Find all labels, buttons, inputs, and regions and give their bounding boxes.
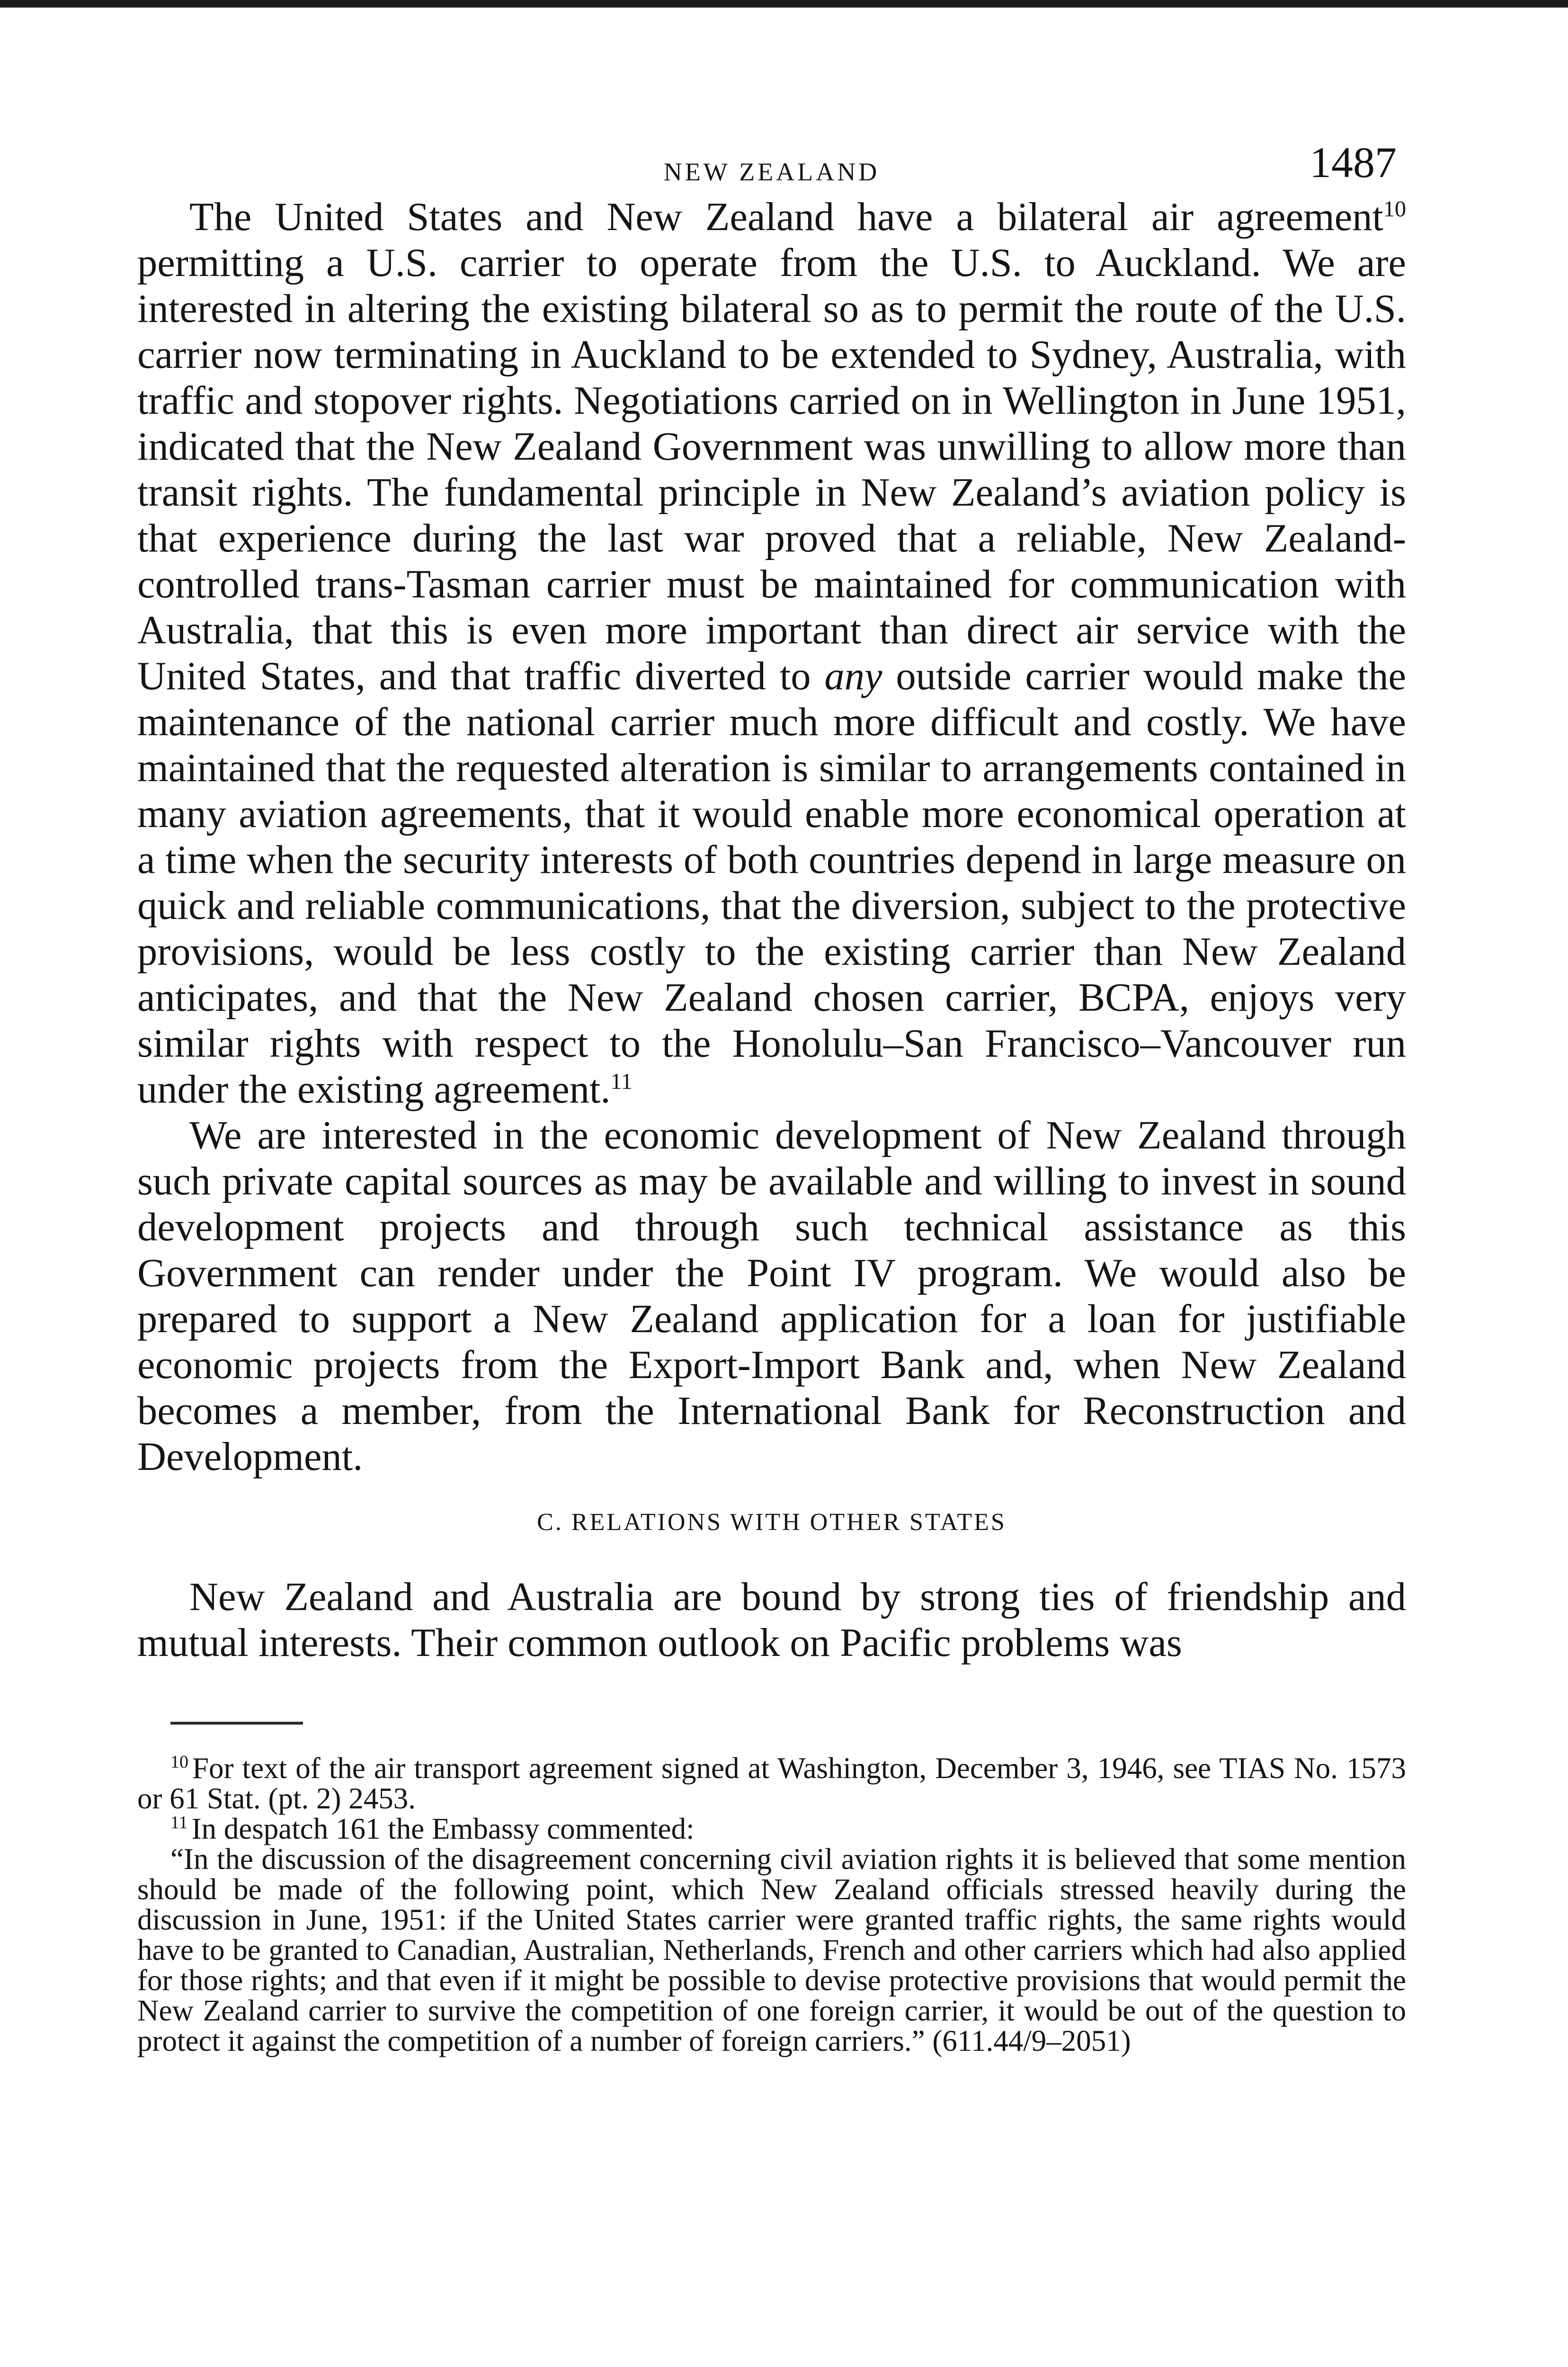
paragraph-text: outside carrier would make the maintenance of the national carrier much more difficult and costly. We have maintained that the requested alteration is similar to arrangements contained in many aviation agreements, that it would enable more economical operation at a time when the security interests of both countries depend in large measure on quick and reliable communications, that the diversion, subject to the protective provisions, would be less costly to the existing carrier than New Zealand anticipates, and that the New Zealand chosen carrier, BCPA, enjoys very similar rights with respect to the Honolulu–San Francisco–Vancouver run under the existing agreement. — [137, 654, 1406, 1112]
paragraph-relations: New Zealand and Australia are bound by strong ties of friendship and mutual interests. Their common outlook on Pacific problems was — [137, 1575, 1406, 1665]
paragraph-economic-development: We are interested in the economic development of New Zealand through such private capital sources as may be available and willing to invest in sound development projects and through such technical assistance as this Government can render under the Point IV program. We would also be prepared to support a New Zealand application for a loan for justifiable economic projects from the Export-Import Bank and, when New Zealand becomes a member, from the International Bank for Reconstruction and Development. — [137, 1113, 1406, 1479]
footnote-number: 11 — [170, 1813, 188, 1833]
emphasis-text: any — [824, 654, 882, 698]
running-title: NEW ZEALAND — [663, 158, 880, 186]
paragraph-text: The United States and New Zealand have a bilateral air agreement — [189, 195, 1383, 239]
footnote-text: For text of the air transport agreement signed at Washington, December 3, 1946, see TIAS No. 1573 or 61 Stat. (pt. 2) 2453. — [137, 1752, 1406, 1815]
section-heading: C. RELATIONS WITH OTHER STATES — [537, 1509, 1007, 1536]
document-page — [137, 137, 1406, 2056]
top-border-rule — [0, 0, 1568, 8]
footnote-reference-10: 10 — [1383, 196, 1406, 222]
footnote-number: 10 — [170, 1752, 188, 1772]
footnote-divider — [170, 1722, 303, 1725]
footnote-11-quote: “In the discussion of the disagreement concerning civil aviation rights it is believed that some mention should be made of the following point, which New Zealand officials stressed heavily during the discussion in June, 1951: if the United States carrier were granted traffic rights, the same rights would have to be granted to Canadian, Australian, Netherlands, French and other carriers which had also applied for those rights; and that even if it might be possible to devise protective provisions that would permit the New Zealand carrier to survive the competition of one foreign carrier, it would be out of the question to protect it against the competition of a number of foreign carriers.” (611.44/9–2051) — [137, 1842, 1406, 2057]
paragraph-air-agreement — [137, 194, 1406, 1112]
footnote-10 — [137, 1753, 1406, 1814]
running-head — [137, 137, 1406, 194]
footnote-11 — [137, 1814, 1406, 1844]
footnote-reference-11: 11 — [610, 1068, 633, 1094]
footnote-text: In despatch 161 the Embassy commented: — [191, 1812, 695, 1845]
page-number: 1487 — [1310, 138, 1397, 187]
paragraph-text: permitting a U.S. carrier to operate from the U.S. to Auckland. We are interested in altering the existing bilateral so as to permit the route of the U.S. carrier now terminating in Auckland to be extended to Sydney, Australia, with traffic and stopover rights. Negotiations carried on in Wellington in June 1951, indicated that the New Zealand Government was unwilling to allow more than transit rights. The fundamental principle in New Zealand’s aviation policy is that experience during the last war proved that a reliable, New Zealand-controlled trans-Tasman carrier must be maintained for communication with Australia, that this is even more important than direct air service with the United States, and that traffic diverted to — [137, 241, 1406, 698]
